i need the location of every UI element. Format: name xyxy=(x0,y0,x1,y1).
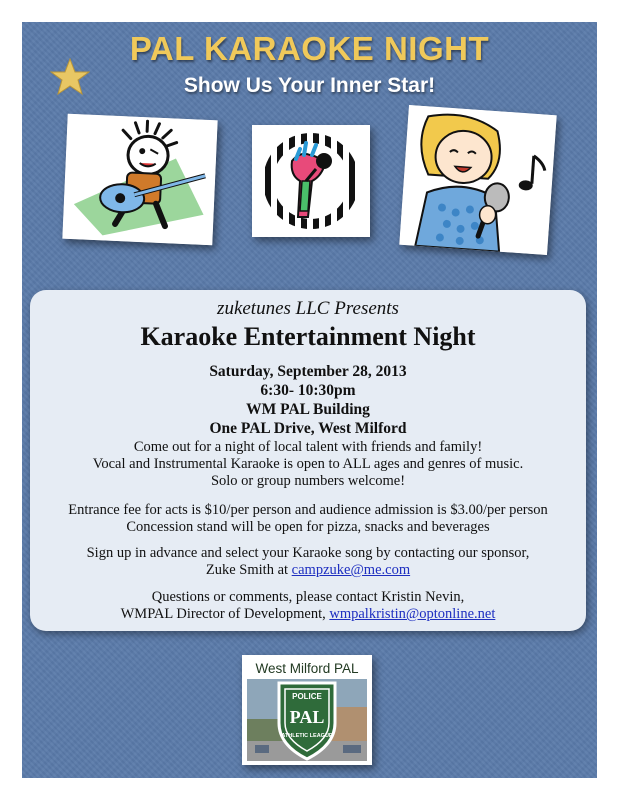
microphone-hand-illustration xyxy=(252,125,370,237)
paragraph-line: Come out for a night of local talent with friends and family! xyxy=(133,439,483,455)
badge-bottom-text: ATHLETIC LEAGUE xyxy=(281,733,333,739)
event-headline: Karaoke Entertainment Night xyxy=(140,322,476,351)
page-subtitle: Show Us Your Inner Star! xyxy=(183,74,436,97)
paragraph-line: Vocal and Instrumental Karaoke is open to ALL ages and genres of music. xyxy=(92,456,524,472)
paragraph-line: Sign up in advance and select your Karaoke song by contacting our sponsor, xyxy=(86,545,530,561)
fees-paragraph xyxy=(30,502,586,536)
event-venue: WM PAL Building xyxy=(246,401,370,418)
singing-girl-photo xyxy=(399,105,556,255)
microphone-photo xyxy=(252,125,370,237)
west-milford-pal-logo xyxy=(242,655,372,765)
director-email-link[interactable]: wmpalkristin@optonline.net xyxy=(329,606,496,622)
paragraph-line: Concession stand will be open for pizza, snacks and beverages xyxy=(126,519,490,535)
singing-girl-illustration xyxy=(399,105,556,255)
guitar-player-illustration xyxy=(62,114,217,245)
event-address: One PAL Drive, West Milford xyxy=(209,420,407,437)
invitation-paragraph xyxy=(30,439,586,490)
event-info-box xyxy=(30,290,586,631)
logo-title: West Milford PAL xyxy=(255,661,359,676)
flyer xyxy=(22,22,597,778)
paragraph-line: Questions or comments, please contact Kristin Nevin, xyxy=(151,589,465,605)
paragraph-line xyxy=(30,606,586,623)
page-title: PAL KARAOKE NIGHT xyxy=(129,30,490,67)
sponsor-contact-label: Zuke Smith at xyxy=(205,562,292,578)
pal-badge-logo xyxy=(247,679,367,761)
paragraph-line xyxy=(30,562,586,579)
badge-center-text: PAL xyxy=(289,707,325,727)
guitar-player-photo xyxy=(62,114,217,245)
paragraph-line: Entrance fee for acts is $10/per person and audience admission is $3.00/per person xyxy=(68,502,548,518)
event-details xyxy=(30,362,586,438)
presenter-line: zuketunes LLC Presents xyxy=(217,298,399,319)
badge-top-text: POLICE xyxy=(292,692,322,701)
director-contact-label: WMPAL Director of Development, xyxy=(120,606,330,622)
sponsor-email-link[interactable]: campzuke@me.com xyxy=(291,562,411,578)
event-date: Saturday, September 28, 2013 xyxy=(209,363,407,380)
paragraph-line: Solo or group numbers welcome! xyxy=(210,473,406,489)
contact-paragraph xyxy=(30,589,586,623)
signup-paragraph xyxy=(30,545,586,579)
event-time: 6:30- 10:30pm xyxy=(260,382,356,399)
